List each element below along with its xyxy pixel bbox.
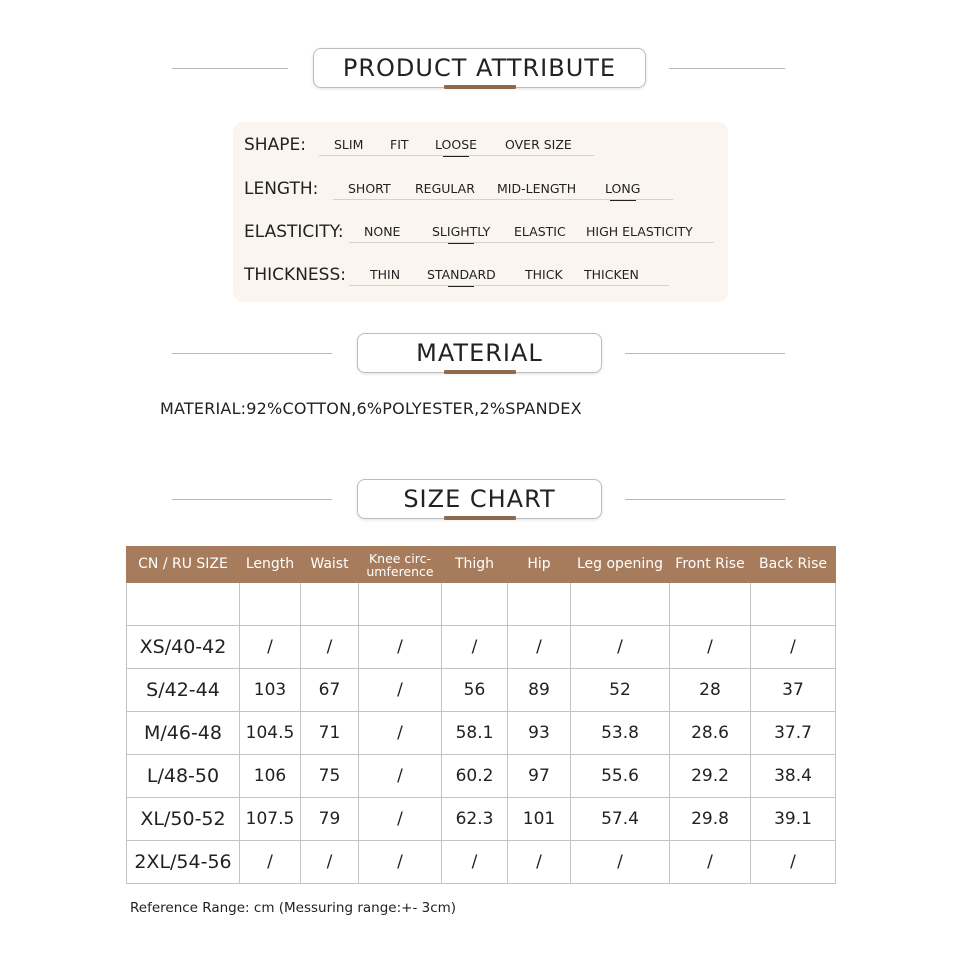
- column-header: Back Rise: [751, 547, 836, 583]
- attribute-label: THICKNESS:: [244, 265, 346, 285]
- column-header: Length: [240, 547, 301, 583]
- table-cell: 104.5: [240, 712, 301, 755]
- table-cell: 101: [508, 798, 571, 841]
- table-row: [127, 841, 836, 884]
- table-cell: 75: [301, 755, 359, 798]
- table-cell: /: [359, 755, 442, 798]
- table-cell: 71: [301, 712, 359, 755]
- material-text: [160, 399, 582, 418]
- table-cell: /: [359, 798, 442, 841]
- attribute-row-rule: [319, 155, 594, 156]
- attribute-option-selected: LOOSE: [435, 137, 478, 152]
- material-label: MATERIAL:: [160, 399, 247, 418]
- table-row: [127, 669, 836, 712]
- table-cell: 67: [301, 669, 359, 712]
- table-cell: 62.3: [442, 798, 508, 841]
- attribute-row-rule: [333, 199, 673, 200]
- attribute-option: THICK: [525, 267, 563, 282]
- attribute-row-thickness: [233, 265, 728, 289]
- size-chart-heading: [357, 479, 602, 519]
- table-cell: 79: [301, 798, 359, 841]
- size-cell: XL/50-52: [127, 798, 240, 841]
- attribute-option: SLIM: [334, 137, 364, 152]
- attribute-option: OVER SIZE: [505, 137, 572, 152]
- attribute-option: FIT: [390, 137, 409, 152]
- table-cell: 52: [571, 669, 670, 712]
- table-cell: 58.1: [442, 712, 508, 755]
- table-cell: 103: [240, 669, 301, 712]
- product-attribute-heading: [313, 48, 646, 88]
- heading-accent-bar: [444, 516, 516, 520]
- attribute-row-elasticity: [233, 222, 728, 246]
- attribute-option-selected: LONG: [605, 181, 641, 196]
- table-cell: [751, 583, 836, 626]
- table-cell: 106: [240, 755, 301, 798]
- table-cell: 53.8: [571, 712, 670, 755]
- table-cell: 37.7: [751, 712, 836, 755]
- attribute-option: SHORT: [348, 181, 391, 196]
- section-divider-left: [172, 353, 332, 354]
- table-cell: /: [508, 626, 571, 669]
- attribute-option: HIGH ELASTICITY: [586, 224, 693, 239]
- table-cell: 55.6: [571, 755, 670, 798]
- attribute-label: ELASTICITY:: [244, 222, 344, 242]
- table-cell: [670, 583, 751, 626]
- table-cell: /: [359, 841, 442, 884]
- table-cell: [508, 583, 571, 626]
- table-cell: /: [670, 626, 751, 669]
- column-header: CN / RU SIZE: [127, 547, 240, 583]
- table-cell: /: [442, 841, 508, 884]
- section-divider-right: [669, 68, 785, 69]
- table-cell: 39.1: [751, 798, 836, 841]
- table-row: [127, 583, 836, 626]
- attribute-panel: [233, 122, 728, 302]
- column-header: Waist: [301, 547, 359, 583]
- attribute-label: LENGTH:: [244, 179, 319, 199]
- table-cell: /: [571, 841, 670, 884]
- table-cell: [359, 583, 442, 626]
- attribute-row-shape: [233, 135, 728, 159]
- table-cell: /: [359, 626, 442, 669]
- table-cell: /: [359, 712, 442, 755]
- table-cell: /: [442, 626, 508, 669]
- material-title: MATERIAL: [416, 339, 543, 367]
- table-cell: /: [670, 841, 751, 884]
- material-value: 92%COTTON,6%POLYESTER,2%SPANDEX: [246, 399, 582, 418]
- table-cell: [301, 583, 359, 626]
- table-cell: 37: [751, 669, 836, 712]
- attribute-option: THICKEN: [584, 267, 639, 282]
- section-divider-right: [625, 353, 785, 354]
- table-row: [127, 626, 836, 669]
- table-cell: 97: [508, 755, 571, 798]
- section-divider-right: [625, 499, 785, 500]
- table-cell: /: [240, 841, 301, 884]
- column-header: Hip: [508, 547, 571, 583]
- material-heading: [357, 333, 602, 373]
- size-cell: [127, 583, 240, 626]
- table-cell: 57.4: [571, 798, 670, 841]
- table-row: [127, 712, 836, 755]
- reference-note: Reference Range: cm (Messuring range:+- 3cm): [130, 900, 457, 916]
- column-header: Leg opening: [571, 547, 670, 583]
- table-cell: 29.8: [670, 798, 751, 841]
- section-divider-left: [172, 499, 332, 500]
- table-cell: 107.5: [240, 798, 301, 841]
- attribute-option: ELASTIC: [514, 224, 566, 239]
- table-row: [127, 798, 836, 841]
- table-cell: 29.2: [670, 755, 751, 798]
- table-cell: /: [751, 841, 836, 884]
- attribute-option: REGULAR: [415, 181, 475, 196]
- table-cell: [442, 583, 508, 626]
- attribute-option: NONE: [364, 224, 401, 239]
- table-cell: /: [359, 669, 442, 712]
- attribute-option-selected: STANDARD: [427, 267, 496, 282]
- table-cell: 28: [670, 669, 751, 712]
- table-cell: /: [240, 626, 301, 669]
- table-cell: 89: [508, 669, 571, 712]
- size-cell: 2XL/54-56: [127, 841, 240, 884]
- table-cell: /: [751, 626, 836, 669]
- attribute-row-length: [233, 179, 728, 203]
- heading-accent-bar: [444, 85, 516, 89]
- size-cell: S/42-44: [127, 669, 240, 712]
- table-cell: /: [571, 626, 670, 669]
- column-header: Knee circ-umference: [359, 547, 442, 583]
- size-cell: M/46-48: [127, 712, 240, 755]
- table-cell: 93: [508, 712, 571, 755]
- attribute-option: THIN: [370, 267, 401, 282]
- size-chart-title: SIZE CHART: [403, 485, 556, 513]
- column-header: Front Rise: [670, 547, 751, 583]
- size-cell: XS/40-42: [127, 626, 240, 669]
- attribute-label: SHAPE:: [244, 135, 306, 155]
- table-cell: [240, 583, 301, 626]
- attribute-option: MID-LENGTH: [497, 181, 577, 196]
- product-attribute-title: PRODUCT ATTRIBUTE: [342, 54, 617, 82]
- heading-accent-bar: [444, 370, 516, 374]
- table-row: [127, 755, 836, 798]
- table-cell: /: [301, 626, 359, 669]
- attribute-row-rule: [349, 285, 669, 286]
- size-chart-table: [126, 546, 836, 884]
- table-cell: [571, 583, 670, 626]
- section-divider-left: [172, 68, 288, 69]
- column-header: Thigh: [442, 547, 508, 583]
- size-cell: L/48-50: [127, 755, 240, 798]
- table-cell: /: [301, 841, 359, 884]
- attribute-row-rule: [349, 242, 714, 243]
- table-cell: 56: [442, 669, 508, 712]
- table-cell: /: [508, 841, 571, 884]
- table-cell: 60.2: [442, 755, 508, 798]
- size-chart-header-row: [127, 547, 836, 583]
- table-cell: 28.6: [670, 712, 751, 755]
- table-cell: 38.4: [751, 755, 836, 798]
- attribute-option-selected: SLIGHTLY: [432, 224, 491, 239]
